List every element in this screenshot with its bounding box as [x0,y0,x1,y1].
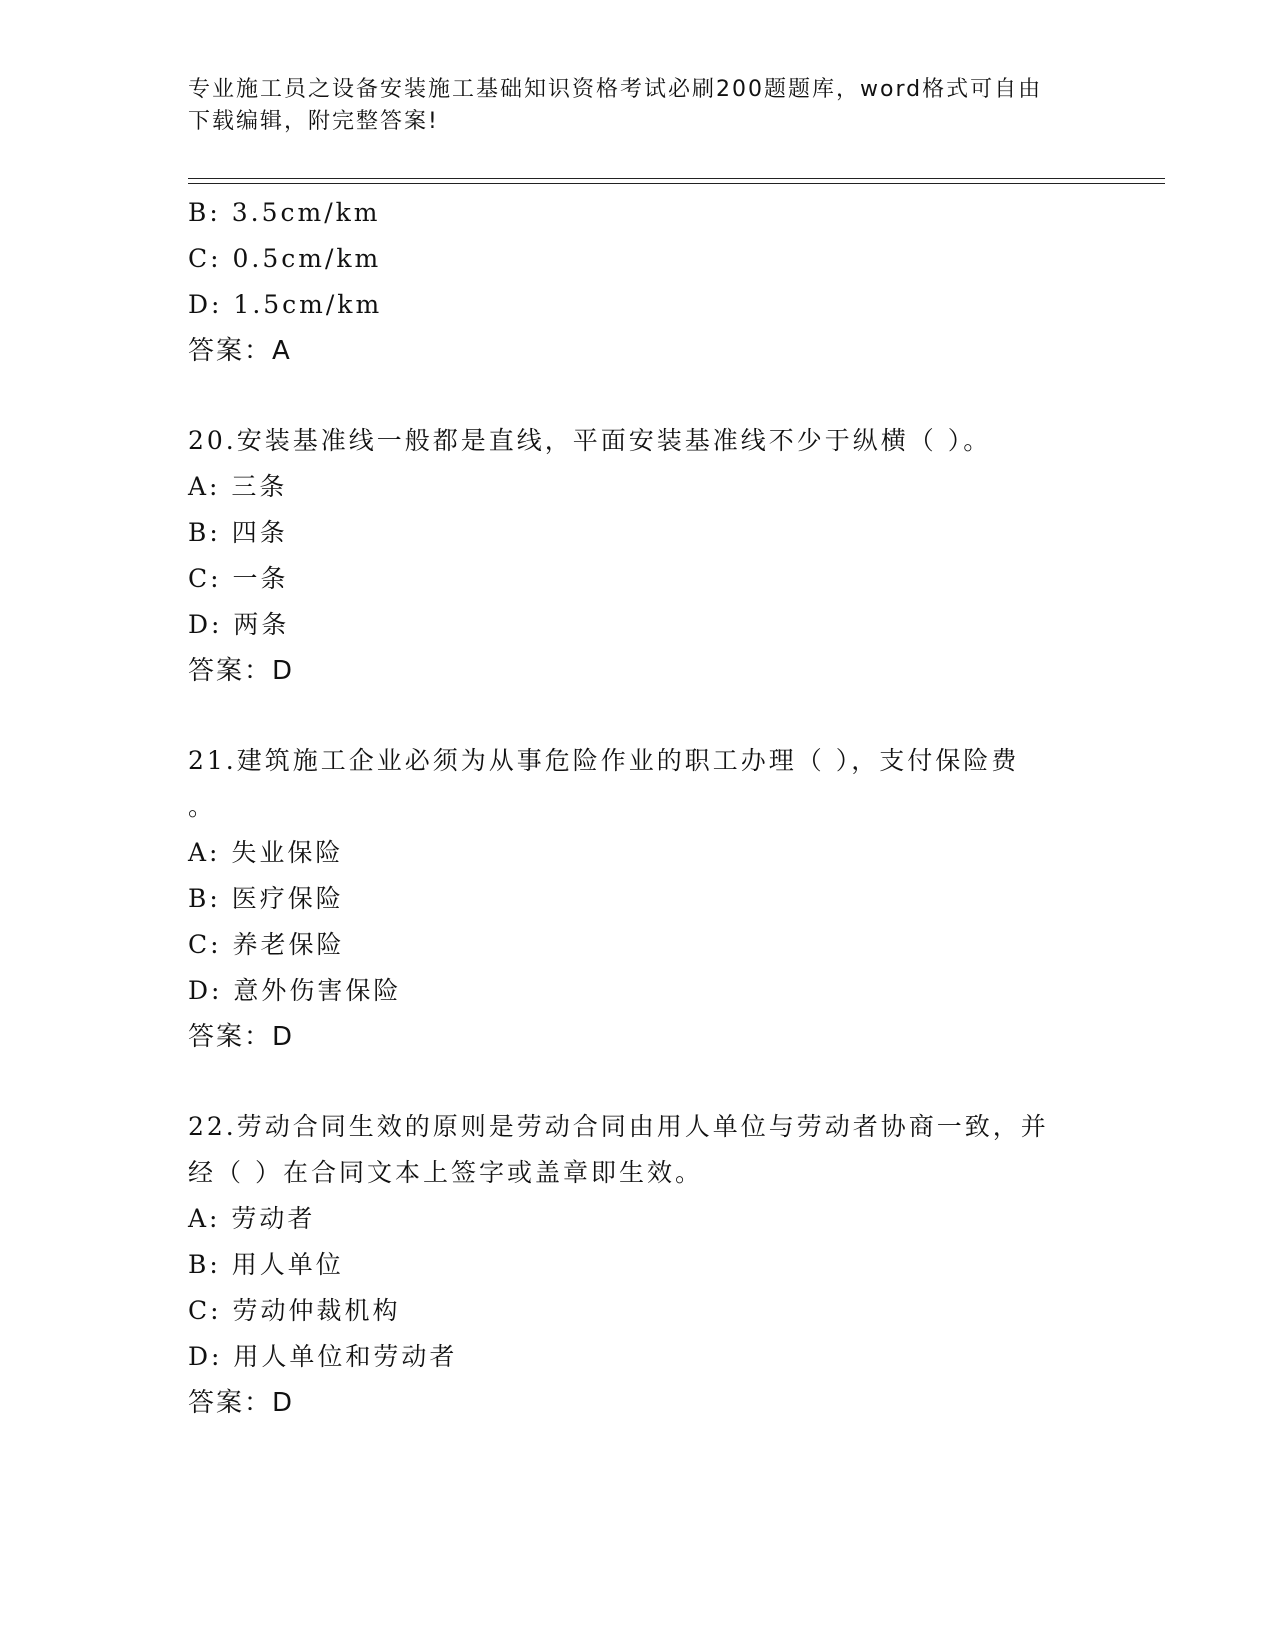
header-divider-bottom [188,183,1165,184]
option-c: C: 养老保险 [188,930,345,959]
header-divider-top [188,178,1165,179]
question-stem-continued: 。 [188,792,217,821]
option-a: A: 三条 [188,472,288,501]
option-b: B: 四条 [188,518,288,547]
question-stem-continued: 经（ ）在合同文本上签字或盖章即生效。 [188,1158,703,1187]
option-d: D: 意外伤害保险 [188,976,402,1005]
answer: 答案：A [188,336,292,366]
question-20 [188,418,1088,694]
answer: 答案：D [188,1388,295,1418]
header-line-1: 专业施工员之设备安装施工基础知识资格考试必刷200题题库，word格式可自由 [188,77,1043,102]
option-d: D: 用人单位和劳动者 [188,1342,458,1371]
question-stem: 21.建筑施工企业必须为从事危险作业的职工办理（ ），支付保险费 [188,746,1020,775]
option-c: C: 0.5cm/km [188,244,382,273]
question-21 [188,738,1088,1060]
option-b: B: 3.5cm/km [188,198,381,227]
option-b: B: 医疗保险 [188,884,344,913]
question-19-continued [188,190,1088,374]
option-a: A: 失业保险 [188,838,344,867]
question-stem: 22.劳动合同生效的原则是劳动合同由用人单位与劳动者协商一致，并 [188,1112,1049,1141]
answer: 答案：D [188,656,295,686]
option-b: B: 用人单位 [188,1250,344,1279]
question-stem: 20.安装基准线一般都是直线，平面安装基准线不少于纵横（ ）。 [188,426,992,455]
document-body [188,190,1088,1426]
answer: 答案：D [188,1022,295,1052]
option-d: D: 1.5cm/km [188,290,383,319]
document-header [188,74,1088,138]
question-22 [188,1104,1088,1426]
option-c: C: 劳动仲裁机构 [188,1296,401,1325]
option-a: A: 劳动者 [188,1204,316,1233]
option-c: C: 一条 [188,564,289,593]
header-line-2: 下载编辑，附完整答案! [188,109,439,134]
option-d: D: 两条 [188,610,290,639]
